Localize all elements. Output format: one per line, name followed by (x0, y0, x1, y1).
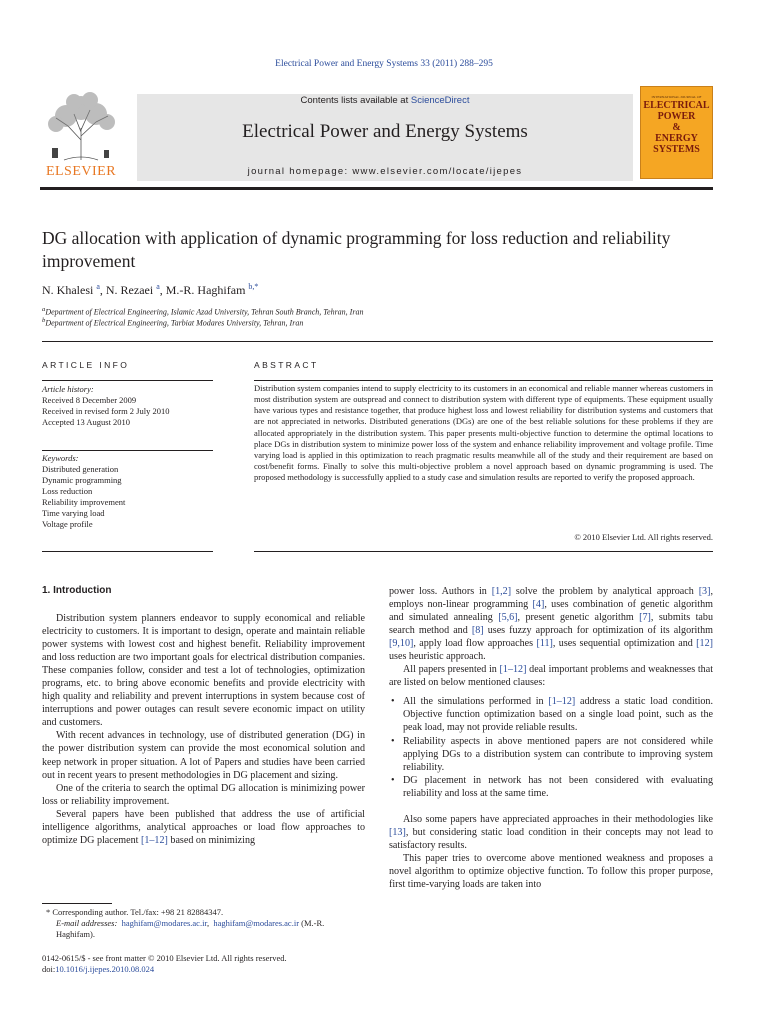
contents-line (137, 95, 633, 106)
text-run: DG placement in network has not been considered with evaluating reliability and loss at the same time. (403, 774, 713, 799)
author-name: N. Rezaei (105, 283, 154, 297)
history-entry: Received in revised form 2 July 2010 (42, 406, 170, 416)
journal-cover-image (640, 86, 713, 179)
elsevier-tree-icon (44, 90, 118, 162)
text-run: Reliability aspects in above mentioned papers are not considered while applying DGs to a distribution system can contribute to improving system reliability. (403, 735, 713, 773)
article-history-label: Article history: (42, 384, 94, 394)
email-link[interactable]: haghifam@modares.ac.ir (121, 918, 207, 928)
author-affiliation-mark[interactable]: a (156, 282, 160, 291)
keyword: Time varying load (42, 508, 105, 518)
divider (42, 551, 213, 552)
cover-title-line: ELECTRICAL (643, 100, 710, 111)
text-run: Several papers have been published that address the use of artificial intelligence algorithms, analytical approaches or load flow approaches to optimize DG placement (42, 808, 365, 846)
divider (42, 450, 213, 451)
citation-link[interactable]: [1,2] (491, 586, 512, 597)
citation-link[interactable]: [12] (696, 638, 713, 650)
citation-link[interactable]: [11] (536, 638, 553, 650)
paragraph: With recent advances in technology, use of distributed generation (DG) in the power distribution system can provide the most economical solution and keep network in proper situation. A lot of Papers and studies have been carried out in recent years to present methodologies in DG placement and sizing. (42, 730, 365, 781)
article-title: DG allocation with application of dynamic programming for loss reduction and reliability improvement (42, 228, 671, 271)
keyword: Distributed generation (42, 464, 119, 474)
doi-link[interactable]: 10.1016/j.ijepes.2010.08.024 (55, 964, 155, 974)
history-entry: Received 8 December 2009 (42, 395, 137, 405)
cover-title-line: POWER (657, 111, 696, 122)
citation-link[interactable]: [13] (389, 826, 406, 838)
corresponding-author-note (42, 907, 365, 940)
text-run: , employs non-linear programming (389, 586, 713, 611)
right-column (389, 585, 713, 891)
issn-line: 0142-0615/$ - see front matter © 2010 Elsevier Ltd. All rights reserved. (42, 953, 287, 963)
cover-title-line: SYSTEMS (653, 144, 700, 155)
author-affiliation-mark[interactable]: a (96, 282, 100, 291)
author-affiliation-mark[interactable]: b,* (248, 282, 259, 291)
doi-prefix: doi: (42, 964, 56, 974)
article-history (42, 384, 217, 428)
citation-link[interactable]: [3] (698, 586, 711, 597)
citation-link[interactable]: [7] (639, 612, 651, 624)
keyword: Voltage profile (42, 519, 93, 529)
text-run: solve the problem by analytical approach (511, 586, 699, 597)
keyword: Dynamic programming (42, 475, 122, 485)
paragraph (389, 663, 713, 689)
section-heading: 1. Introduction (42, 585, 112, 596)
cover-small-text: INTERNATIONAL JOURNAL OF (651, 95, 702, 99)
text-run: , but considering static load condition in their concepts may not lead to satisfactory results. (389, 826, 713, 851)
text-run: uses fuzzy approach for optimization of its algorithm (483, 625, 713, 637)
bullet-item (389, 695, 713, 734)
affiliation (42, 306, 363, 317)
email-addresses: E-mail addresses: haghifam@modares.ac.ir, haghifam@modares.ac.ir (M.-R. Haghifam). (56, 918, 325, 939)
elsevier-wordmark: ELSEVIER (45, 164, 117, 179)
text-run: , uses combination of genetic algorithm and simulated annealing (389, 599, 714, 624)
header-divider (40, 187, 713, 190)
journal-homepage[interactable]: journal homepage: www.elsevier.com/locate/ijepes (247, 166, 523, 177)
citation-link[interactable]: [8] (471, 625, 484, 637)
author-list: N. Khalesi $^a$, N. Rezaei $^a$, M.-R. Haghifam $^{b,*}$ (42, 282, 259, 297)
abstract-heading: ABSTRACT (254, 360, 319, 370)
affiliation-mark: b (42, 317, 46, 324)
keywords-label: Keywords: (42, 453, 79, 463)
affiliation-text: Department of Electrical Engineering, Tarbiat Modares University, Tehran, Iran (45, 318, 304, 328)
keywords-block (42, 453, 217, 530)
affiliation-mark: a (42, 306, 46, 313)
cover-title-line: & (672, 122, 681, 133)
text-run: , submits tabu search method and (389, 612, 713, 637)
citation-link[interactable]: [1–12] (548, 696, 576, 708)
email-suffix: (M.-R. Haghifam). (56, 918, 325, 939)
divider (42, 341, 713, 342)
paragraph (42, 808, 365, 847)
front-matter-note (42, 953, 365, 975)
affiliation-text: Department of Electrical Engineering, Islamic Azad University, Tehran South Branch, Tehran, Iran (45, 307, 364, 317)
history-entry: Accepted 13 August 2010 (42, 417, 131, 427)
text-run: based on minimizing (167, 834, 256, 846)
cover-title (641, 100, 712, 155)
affiliation (42, 317, 303, 328)
email-label: E-mail addresses: (56, 918, 118, 928)
text-run: Also some papers have appreciated approaches in their methodologies like (403, 813, 713, 825)
sciencedirect-link[interactable]: ScienceDirect (410, 95, 470, 106)
paragraph (389, 813, 713, 852)
keyword: Reliability improvement (42, 497, 126, 507)
abstract-text: Distribution system companies intend to supply electricity to its customers in an economical and reliable manner whereas customers in most distribution system are outspread and connect to distribution system with different type of equipments. These equipment usually have various types and resistance together, that produce highest loss and lowest reliability for distribution systems and customers that are not appreciated in networks. Distributed generations (DGs) are one of the best reliable solutions for these problems if they are allocated appropriately in the distribution system. This paper presents multi-objective function to determine the optimal locations to place DGs in distribution system to minimize power loss of the system and enhance reliability improvement and voltage profile. Time varying load is applied in this optimization to reach pragmatic results meanwhile all of the study and their requirement are based on cost/benefit forms. Finally to solve this multi-objective problem a novel approach based on dynamic programming is used. The proposed methodology is successfully applied to a study case and simulation results are reported to verify the proposed approach. (254, 383, 713, 483)
article-info-heading: ARTICLE INFO (42, 360, 130, 370)
copyright-notice: © 2010 Elsevier Ltd. All rights reserved. (574, 532, 713, 542)
text-run: address a static load condition. Objective function optimization based on a single load point, such as the peak load, may not provide reliable results. (403, 696, 713, 734)
doi-line (42, 964, 365, 975)
paragraph: Distribution system planners endeavor to supply economical and reliable electricity to customers. It is important to design, operate and maintain reliable power systems with lowest cost and highest benefit. Reliability improvement and loss reduction are two important goals for electrical distribution companies. These companies follow, consider and test a lot of technologies, optimization programs, etc. to bring above economic benefits and provide electricity with high quality and reliability and prevent interruptions in system because cost of interruptions and power outages can result severe economic impact on utility and customers. (42, 613, 365, 729)
citation-link[interactable]: [1–12] (140, 834, 168, 846)
citation-link[interactable]: [5,6] (498, 612, 518, 624)
author-name: M.-R. Haghifam (165, 283, 246, 297)
elsevier-logo (40, 90, 122, 182)
journal-name: Electrical Power and Energy Systems (242, 121, 528, 142)
left-column (42, 612, 365, 847)
bullet-item (389, 735, 713, 774)
citation-link[interactable]: [4] (532, 599, 545, 611)
divider (42, 380, 213, 381)
journal-reference[interactable]: Electrical Power and Energy Systems 33 (2011) 288–295 (275, 59, 493, 69)
paragraph: One of the criteria to search the optimal DG allocation is minimizing power loss or reliability improvement. (42, 782, 365, 807)
text-run: uses heuristic approach. (389, 651, 486, 663)
text-run: , uses sequential optimization and (552, 638, 697, 650)
contents-prefix: Contents lists available at (300, 95, 411, 106)
divider (254, 380, 713, 381)
corresponding-author: * Corresponding author. Tel./fax: +98 21 82884347. (46, 907, 224, 917)
citation-link[interactable]: [1–12] (499, 664, 527, 676)
author-name: N. Khalesi (42, 283, 94, 297)
citation-link[interactable]: [9,10] (389, 638, 414, 650)
email-link[interactable]: haghifam@modares.ac.ir (213, 918, 300, 928)
bullet-item (389, 774, 713, 800)
text-run: power loss. Authors in (389, 586, 492, 597)
keyword: Loss reduction (42, 486, 93, 496)
bullet-list (389, 695, 713, 799)
text-run: deal important problems and weaknesses that are listed on below mentioned clauses: (389, 664, 713, 689)
cover-title-line: ENERGY (655, 133, 698, 144)
text-run: , apply load flow approaches (413, 638, 537, 650)
divider (254, 551, 713, 552)
footnote-divider (42, 903, 112, 904)
text-run: All the simulations performed in (403, 696, 549, 708)
paragraph: This paper tries to overcome above mentioned weakness and proposes a novel algorithm to optimize objective function. To follow this proper purpose, first time-varying loads are taken into (389, 852, 713, 890)
text-run: All papers presented in (403, 664, 500, 676)
paragraph (389, 585, 713, 663)
text-run: , present genetic algorithm (517, 612, 640, 624)
